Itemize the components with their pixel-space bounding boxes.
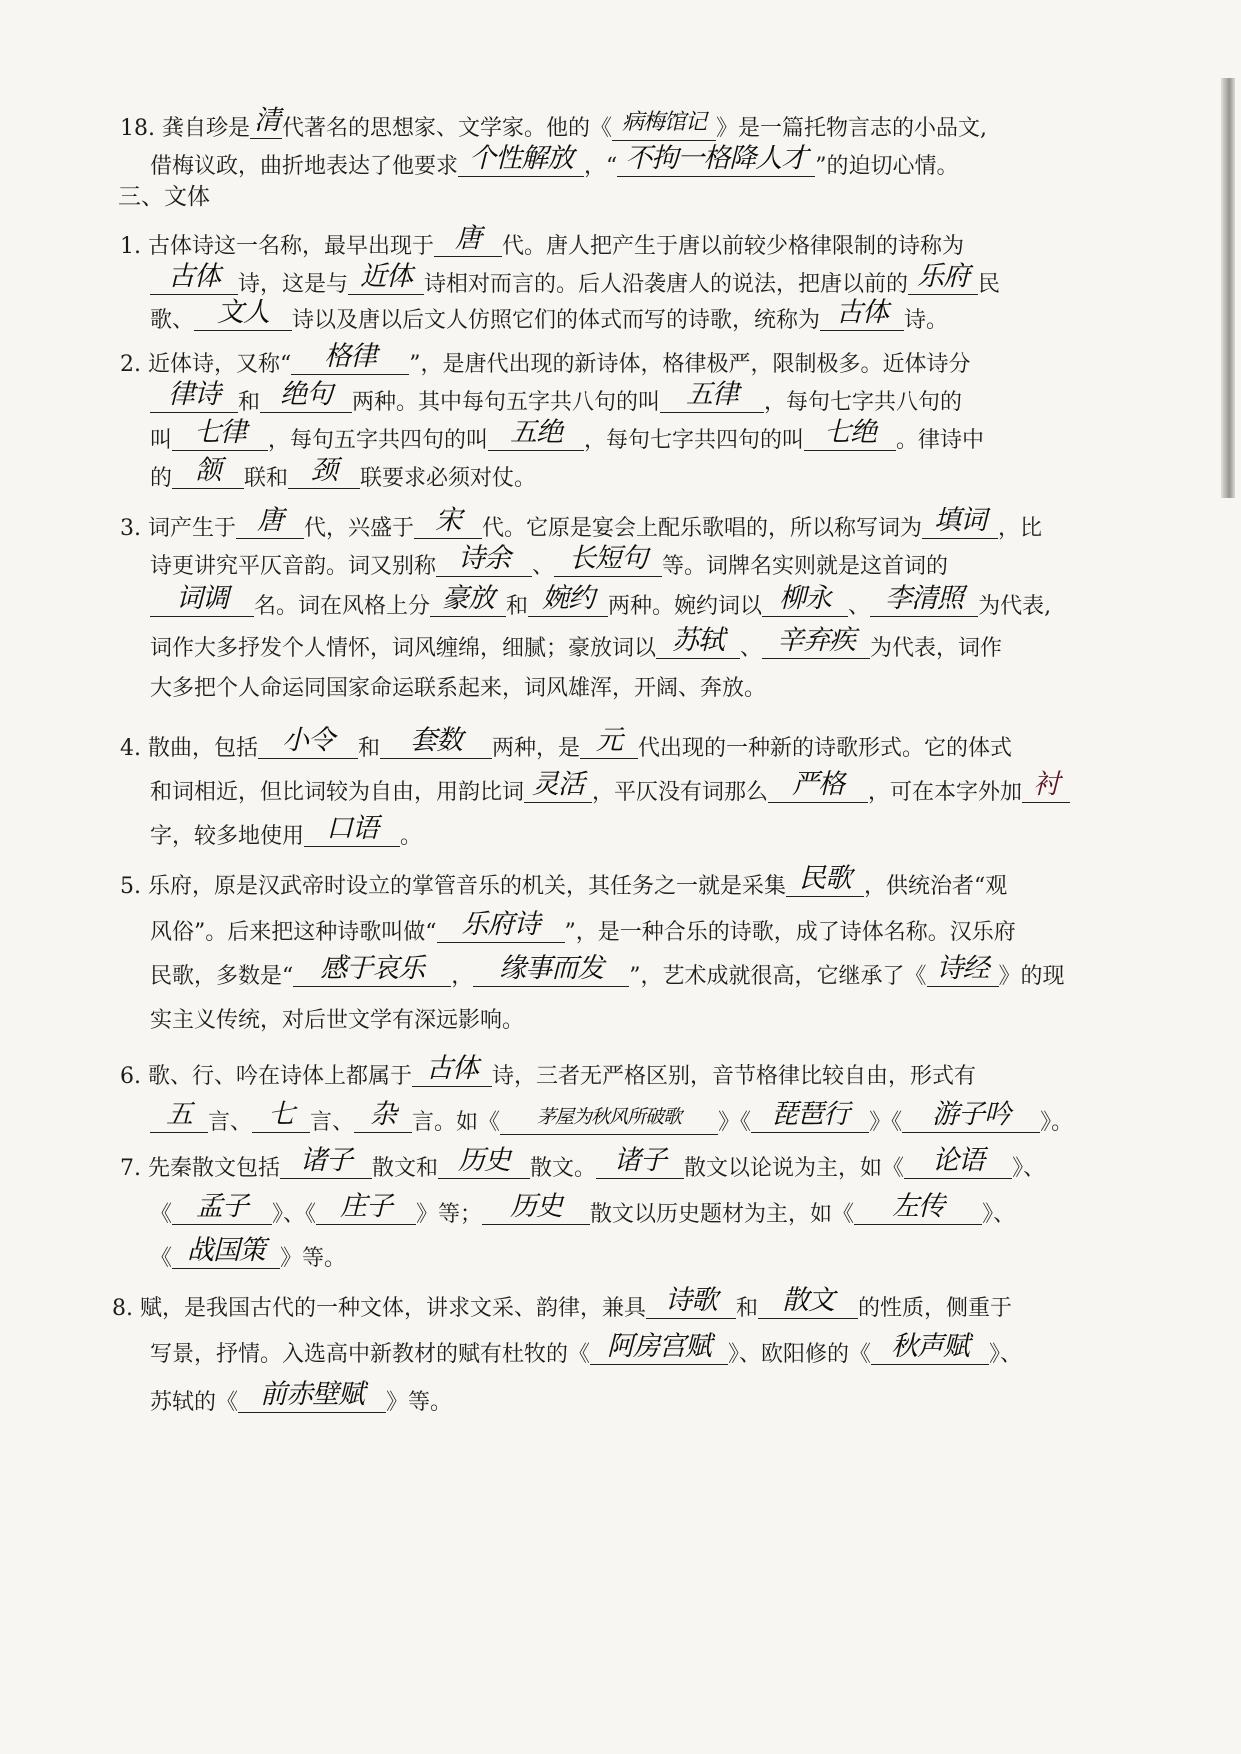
- text: 诗以及唐以后文人仿照它们的体式而写的诗歌，统称为: [292, 308, 821, 333]
- answer-blank[interactable]: 乐府诗: [437, 908, 565, 943]
- item4-line-2: [150, 769, 1070, 810]
- answer-blank[interactable]: 秋声赋: [871, 1330, 989, 1365]
- answer-blank[interactable]: 庄子: [316, 1190, 416, 1225]
- text: 》等。: [280, 1246, 347, 1271]
- item8-line-2: [150, 1331, 1023, 1372]
- answer-blank[interactable]: 豪放: [430, 582, 506, 617]
- text: 词产生于: [148, 516, 237, 541]
- text: 字，较多地使用: [150, 824, 305, 849]
- text: 先秦散文包括: [148, 1156, 281, 1181]
- q18-line-2: [150, 143, 959, 184]
- item2-line-2: [150, 379, 963, 420]
- text: 歌、行、吟在诗体上都属于: [148, 1064, 413, 1089]
- answer-blank[interactable]: 近体: [348, 260, 424, 295]
- item3-line-4: [150, 625, 1003, 666]
- answer-blank[interactable]: 诸子: [280, 1144, 372, 1179]
- text: 两种，是: [492, 736, 581, 761]
- item-number: 7.: [120, 1156, 141, 1181]
- text: ”，是唐代出现的新诗体，格律极严，限制极多。近体诗分: [409, 352, 971, 377]
- text: 和: [238, 390, 261, 415]
- item-number: 6.: [120, 1064, 141, 1089]
- answer-blank[interactable]: 五: [150, 1098, 208, 1133]
- answer-blank[interactable]: 左传: [854, 1190, 982, 1225]
- answer-blank[interactable]: 长短句: [554, 542, 662, 577]
- answer-blank[interactable]: 清: [250, 104, 282, 139]
- item-number: 18.: [120, 116, 155, 141]
- item-number: 5.: [120, 874, 141, 899]
- text: ，每句七字共八句的: [764, 390, 963, 415]
- answer-blank[interactable]: 衬: [1022, 768, 1070, 803]
- text: ，可在本字外加: [868, 780, 1023, 805]
- text: 》的现: [998, 964, 1065, 989]
- item5-line-4: 实主义传统，对后世文学有深远影响。: [150, 1008, 525, 1033]
- text: 》、: [982, 1202, 1016, 1227]
- text: 乐府，原是汉武帝时设立的掌管音乐的机关，其任务之一就是采集: [148, 874, 787, 899]
- text: 《: [150, 1202, 173, 1227]
- text: 》等。: [386, 1390, 453, 1415]
- text: ，供统治者“观: [864, 874, 1008, 899]
- text: 言。如《: [412, 1110, 501, 1135]
- answer-blank[interactable]: 游子吟: [902, 1098, 1040, 1133]
- item3-line-3: [150, 583, 1052, 624]
- answer-blank[interactable]: 律诗: [150, 378, 238, 413]
- item3-line-5: 大多把个人命运同国家命运联系起来，词风雄浑，开阔、奔放。: [150, 676, 767, 701]
- answer-blank[interactable]: 诗经: [927, 952, 999, 987]
- text: 》等；: [416, 1202, 483, 1227]
- answer-blank[interactable]: 历史: [438, 1144, 530, 1179]
- answer-blank[interactable]: 茅屋为秋风所破歌: [500, 1100, 718, 1135]
- answer-blank[interactable]: 孟子: [172, 1190, 272, 1225]
- answer-blank[interactable]: 感于哀乐: [293, 952, 451, 987]
- text: 》。: [1040, 1110, 1074, 1135]
- answer-blank[interactable]: 诗歌: [646, 1284, 736, 1319]
- text: ，: [451, 964, 474, 989]
- text: 写景，抒情。入选高中新教材的赋有杜牧的《: [150, 1342, 591, 1367]
- answer-blank[interactable]: 格律: [291, 340, 409, 375]
- answer-blank[interactable]: 散文: [758, 1284, 858, 1319]
- item2-line-4: [150, 455, 537, 496]
- answer-blank[interactable]: 唐: [434, 222, 502, 257]
- answer-blank[interactable]: 词调: [150, 582, 254, 617]
- page-edge-shadow: [1221, 78, 1235, 498]
- answer-blank[interactable]: 个性解放: [458, 142, 584, 177]
- text: ，平仄没有词那么: [592, 780, 769, 805]
- answer-blank[interactable]: 元: [580, 724, 638, 759]
- text: ，比: [998, 516, 1043, 541]
- text: 、: [848, 594, 871, 619]
- text: 代著名的思想家、文学家。他的《: [282, 116, 613, 141]
- answer-blank[interactable]: 颔: [172, 454, 244, 489]
- item7-line-2: [150, 1191, 1016, 1232]
- answer-blank[interactable]: 婉约: [528, 582, 608, 617]
- answer-blank[interactable]: 前赤壁赋: [238, 1378, 386, 1413]
- text: 赋，是我国古代的一种文体，讲求文采、韵律，兼具: [140, 1296, 647, 1321]
- item5-line-2: [150, 909, 1016, 950]
- text: 等。词牌名实则就是这首词的: [662, 554, 949, 579]
- text: 民歌，多数是“: [150, 964, 294, 989]
- text: ”，是一种合乐的诗歌，成了诗体名称。汉乐府: [564, 920, 1016, 945]
- text: 代出现的一种新的诗歌形式。它的体式: [638, 736, 1013, 761]
- item-number: 8.: [112, 1296, 133, 1321]
- answer-blank[interactable]: 七律: [172, 416, 268, 451]
- text: 名。词在风格上分: [254, 594, 431, 619]
- text: 、: [740, 636, 763, 661]
- text: 龚自珍是: [162, 116, 251, 141]
- text: 《: [150, 1246, 173, 1271]
- text: 诗相对而言的。后人沿袭唐人的说法，把唐以前的: [424, 272, 909, 297]
- item2-line-3: [150, 417, 985, 458]
- item2-line-1: [120, 341, 971, 382]
- item5-line-3: [150, 953, 1065, 994]
- text: 。律诗中: [896, 428, 985, 453]
- answer-blank[interactable]: 套数: [380, 724, 492, 759]
- answer-blank[interactable]: 论语: [904, 1144, 1012, 1179]
- text: 。: [400, 824, 423, 849]
- text: 借梅议政，曲折地表达了他要求: [150, 154, 459, 179]
- answer-blank[interactable]: 古体: [412, 1052, 492, 1087]
- answer-blank[interactable]: 灵活: [524, 768, 592, 803]
- item5-line-1: [120, 863, 1008, 904]
- text: 散文以历史题材为主，如《: [590, 1202, 855, 1227]
- answer-blank[interactable]: 宋: [414, 504, 482, 539]
- text: 》、: [1012, 1156, 1046, 1181]
- answer-blank[interactable]: 五律: [660, 378, 764, 413]
- text: 苏轼的《: [150, 1390, 239, 1415]
- answer-blank[interactable]: 小令: [258, 724, 358, 759]
- item7-line-1: [120, 1145, 1046, 1186]
- text: 为代表,: [978, 594, 1052, 619]
- text: 联和: [244, 466, 289, 491]
- answer-blank[interactable]: 琵琶行: [751, 1098, 869, 1133]
- text: ”，艺术成就很高，它继承了《: [629, 964, 927, 989]
- answer-blank[interactable]: 不拘一格降人才: [617, 142, 815, 177]
- answer-blank[interactable]: 唐: [236, 504, 304, 539]
- answer-blank[interactable]: 诸子: [596, 1144, 684, 1179]
- text: 和: [736, 1296, 759, 1321]
- text: ，每句五字共四句的叫: [268, 428, 489, 453]
- text: 代，兴盛于: [304, 516, 415, 541]
- text: 两种。其中每句五字共八句的叫: [352, 390, 661, 415]
- item3-line-2: [150, 543, 949, 584]
- text: 联要求必须对仗。: [360, 466, 537, 491]
- answer-blank[interactable]: 乐府: [908, 260, 978, 295]
- text: 两种。婉约词以: [608, 594, 763, 619]
- answer-blank[interactable]: 绝句: [260, 378, 352, 413]
- item3-line-1: [120, 505, 1043, 546]
- text: 为代表，词作: [870, 636, 1003, 661]
- item4-line-3: [150, 813, 423, 854]
- text: 代。唐人把产生于唐以前较少格律限制的诗称为: [502, 234, 965, 259]
- text: 言、: [208, 1110, 253, 1135]
- answer-blank[interactable]: 古体: [150, 260, 238, 295]
- text: 和词相近，但比词较为自由，用韵比词: [150, 780, 525, 805]
- item-number: 1.: [120, 234, 141, 259]
- answer-blank[interactable]: 诗余: [436, 542, 532, 577]
- text: 》《: [718, 1110, 752, 1135]
- text: 散文。: [530, 1156, 597, 1181]
- answer-blank[interactable]: 颈: [288, 454, 360, 489]
- text: 和: [358, 736, 381, 761]
- text: 民: [978, 272, 1001, 297]
- text: ，每句七字共四句的叫: [584, 428, 805, 453]
- text: 诗，三者无严格区别，音节格律比较自由，形式有: [492, 1064, 977, 1089]
- text: 诗，这是与: [238, 272, 349, 297]
- item6-line-2: [150, 1099, 1074, 1141]
- answer-blank[interactable]: 阿房宫赋: [590, 1330, 728, 1365]
- item-number: 3.: [120, 516, 141, 541]
- text: 》、欧阳修的《: [728, 1342, 872, 1367]
- answer-blank[interactable]: 填词: [922, 504, 998, 539]
- text: 》、《: [272, 1202, 317, 1227]
- answer-blank[interactable]: 苏轼: [656, 624, 740, 659]
- text: 的性质，侧重于: [858, 1296, 1013, 1321]
- text: ，“: [584, 154, 618, 179]
- text: 诗更讲究平仄音韵。词又别称: [150, 554, 437, 579]
- item-number: 2.: [120, 352, 141, 377]
- answer-blank[interactable]: 李清照: [870, 582, 978, 617]
- item7-line-3: [150, 1235, 347, 1276]
- text: 散文和: [372, 1156, 439, 1181]
- answer-blank[interactable]: 病梅馆记: [612, 106, 716, 141]
- text: 叫: [150, 428, 173, 453]
- text: 》、: [989, 1342, 1023, 1367]
- item1-line-3: [150, 297, 949, 338]
- text: 言、: [310, 1110, 355, 1135]
- answer-blank[interactable]: 严格: [768, 768, 868, 803]
- text: 诗。: [904, 308, 949, 333]
- answer-blank[interactable]: 战国策: [172, 1234, 280, 1269]
- text: 散曲，包括: [148, 736, 259, 761]
- item-number: 4.: [120, 736, 141, 761]
- answer-blank[interactable]: 辛弃疾: [762, 624, 870, 659]
- text: 、: [532, 554, 555, 579]
- item4-line-1: [120, 725, 1013, 766]
- answer-blank[interactable]: 杂: [354, 1098, 412, 1133]
- answer-blank[interactable]: 历史: [482, 1190, 590, 1225]
- text: 古体诗这一名称，最早出现于: [148, 234, 435, 259]
- item8-line-1: [112, 1285, 1013, 1326]
- text: 散文以论说为主，如《: [684, 1156, 905, 1181]
- answer-blank[interactable]: 口语: [304, 812, 400, 847]
- answer-blank[interactable]: 古体: [820, 296, 904, 331]
- answer-blank[interactable]: 柳永: [762, 582, 848, 617]
- text: ”的迫切心情。: [815, 154, 959, 179]
- text: 代。它原是宴会上配乐歌唱的，所以称写词为: [482, 516, 923, 541]
- answer-blank[interactable]: 七: [252, 1098, 310, 1133]
- answer-blank[interactable]: 民歌: [786, 862, 864, 897]
- text: 歌、: [150, 308, 195, 333]
- item1-line-1: [120, 223, 965, 264]
- text: 》《: [869, 1110, 903, 1135]
- item6-line-1: [120, 1053, 977, 1094]
- text: 的: [150, 466, 173, 491]
- text: 风俗”。后来把这种诗歌叫做“: [150, 920, 437, 945]
- text: 近体诗，又称“: [148, 352, 292, 377]
- answer-blank[interactable]: 缘事而发: [473, 952, 629, 987]
- answer-blank[interactable]: 五绝: [488, 416, 584, 451]
- answer-blank[interactable]: 七绝: [804, 416, 896, 451]
- text: 和: [506, 594, 529, 619]
- answer-blank[interactable]: 文人: [194, 296, 292, 331]
- text: 》是一篇托物言志的小品文,: [716, 116, 988, 141]
- item8-line-3: [150, 1379, 453, 1420]
- section-heading: 三、文体: [118, 184, 210, 210]
- text: 词作大多抒发个人情怀，词风缠绵，细腻；豪放词以: [150, 636, 657, 661]
